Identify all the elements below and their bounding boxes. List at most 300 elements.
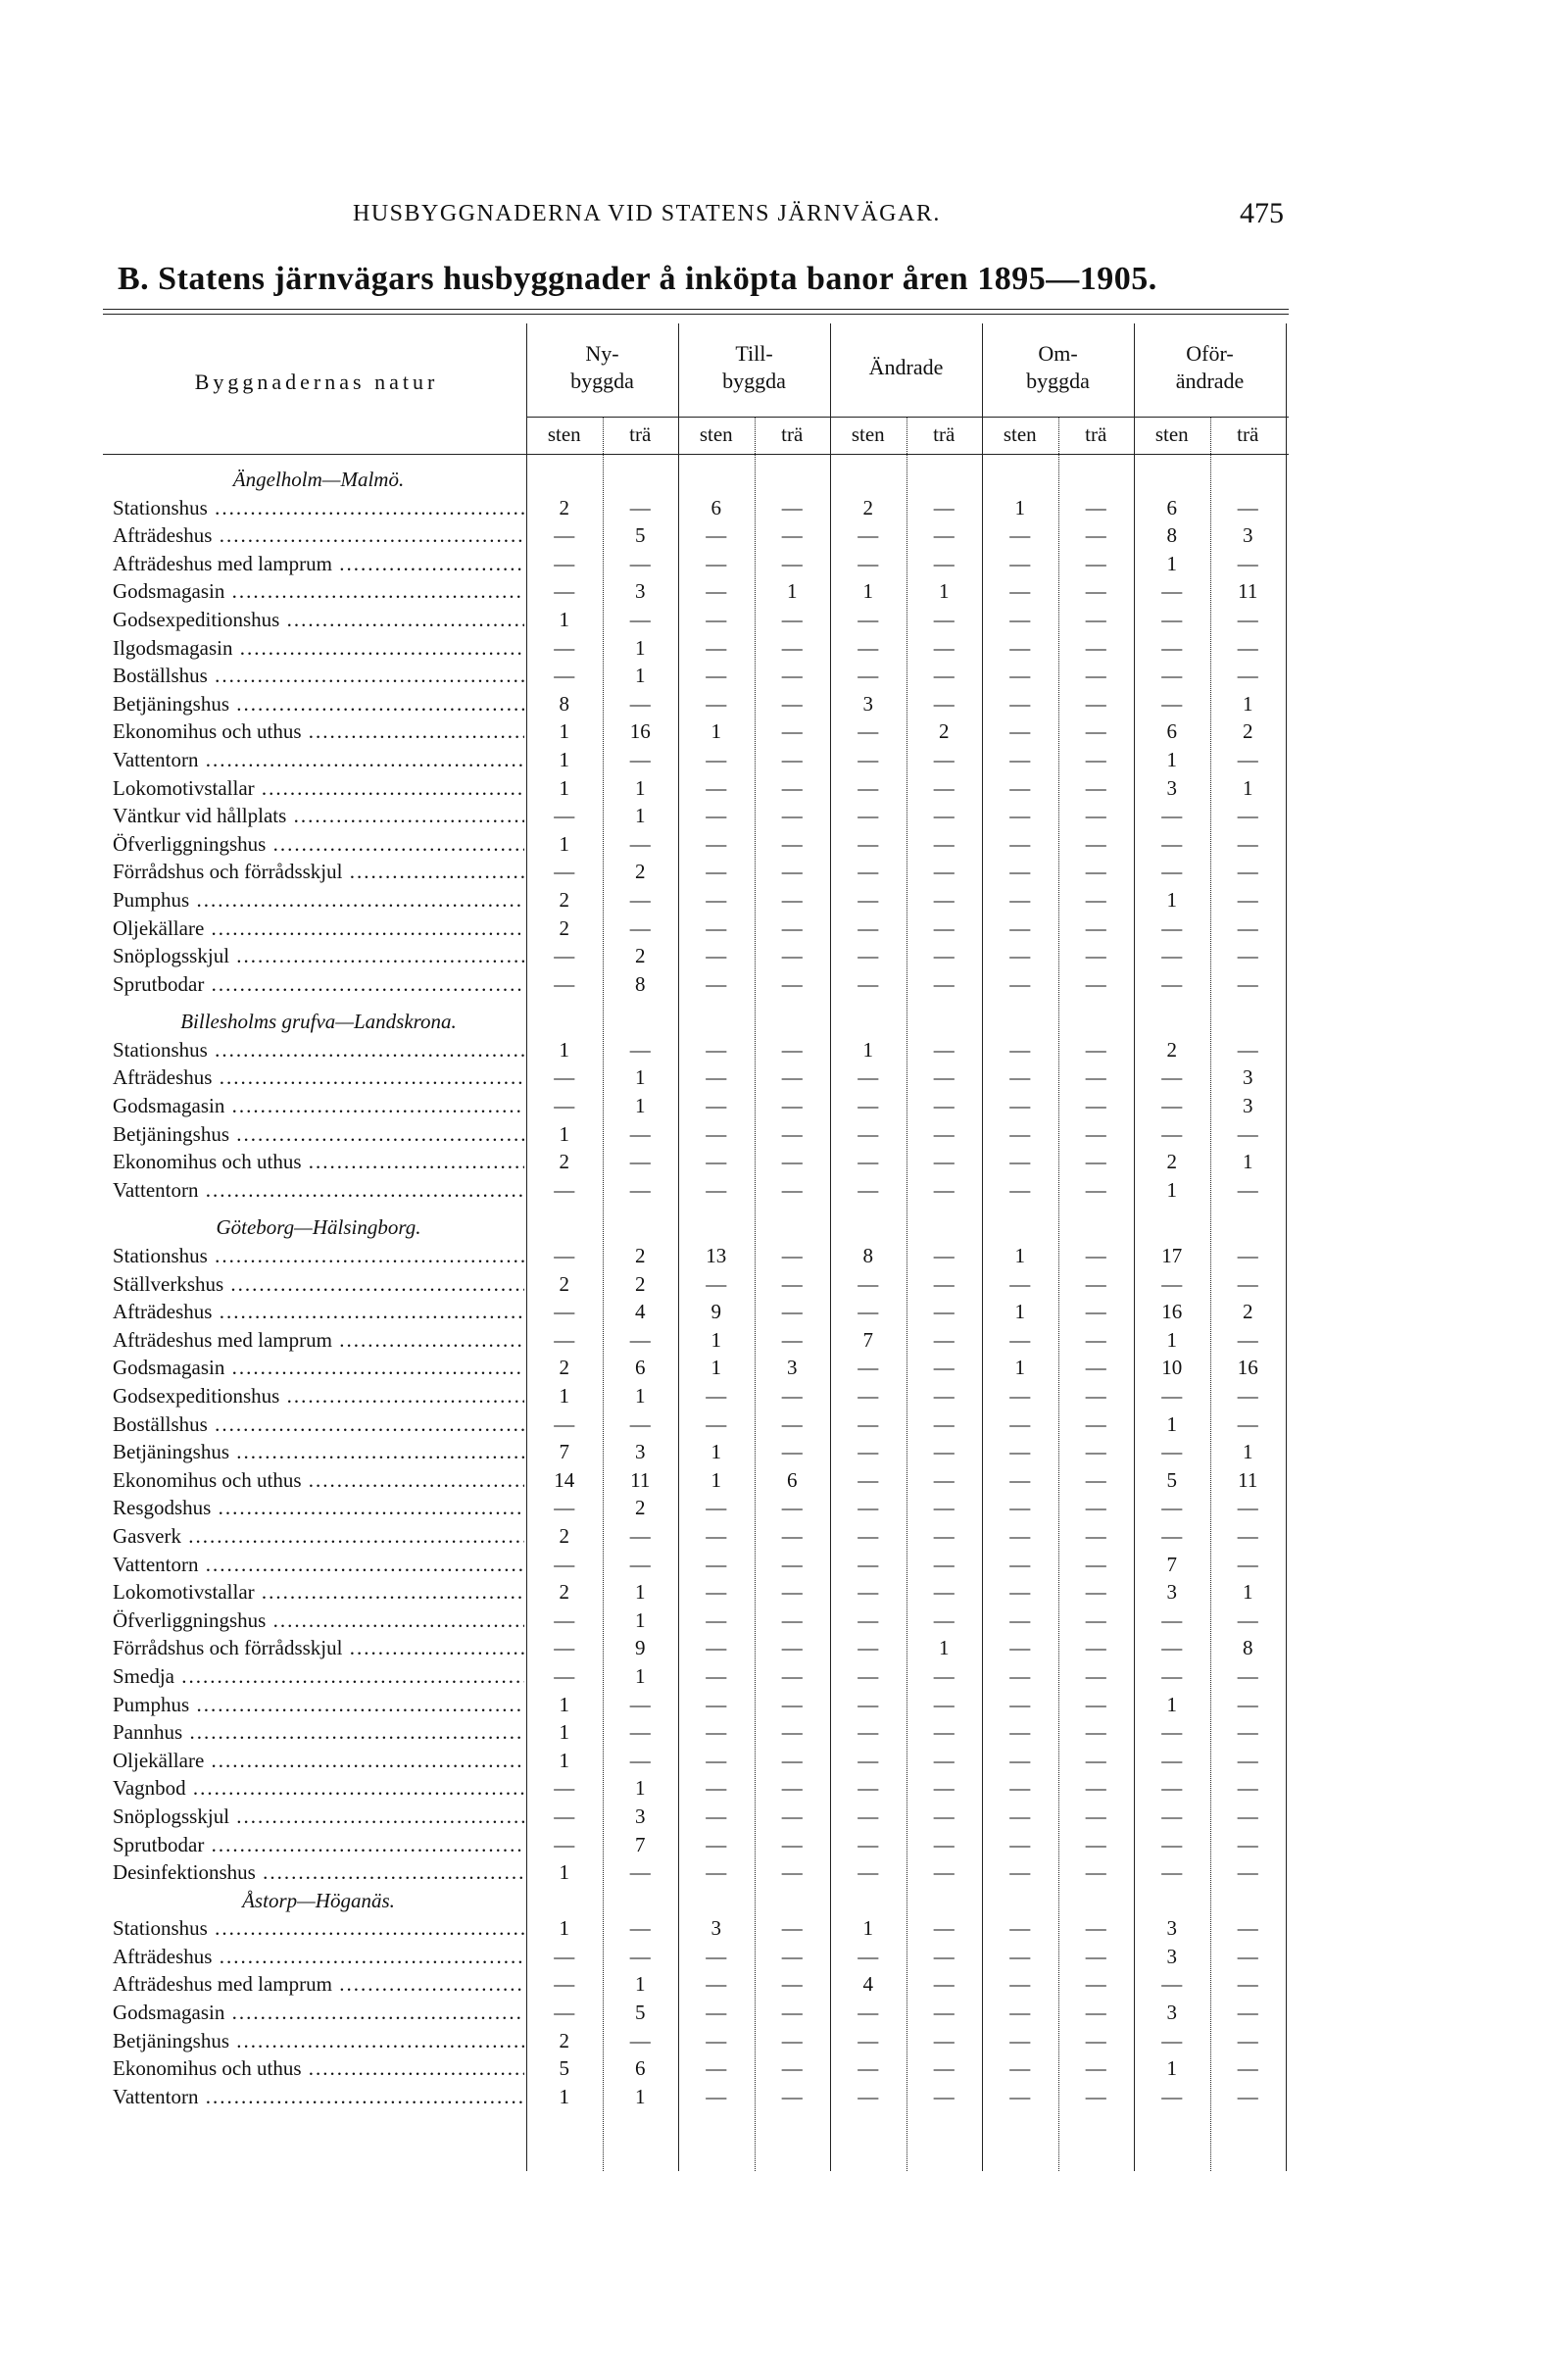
table-cell: — [781, 831, 803, 856]
table-cell: — [858, 1150, 879, 1174]
table-cell: — [706, 1636, 727, 1660]
table-cell: 1 [635, 2084, 646, 2108]
table-cell: — [1237, 1244, 1258, 1268]
table-cell: — [1237, 551, 1258, 575]
table-cell: 1 [635, 664, 646, 688]
group-heading-row [103, 466, 1289, 494]
building-name: Afträdeshus ..... [113, 1298, 524, 1326]
table-cell: — [1085, 1384, 1106, 1408]
table-cell: 1 [1166, 1327, 1177, 1352]
table-cell: — [1237, 831, 1258, 856]
table-cell: — [1237, 944, 1258, 968]
table-cell: — [858, 1065, 879, 1090]
table-cell: — [1237, 860, 1258, 884]
table-row [103, 746, 1289, 774]
building-name: Vagnbod ..... [113, 1774, 524, 1803]
table-cell: — [933, 1327, 955, 1352]
table-cell: — [1161, 1121, 1183, 1146]
column-header-natur: Byggnadernas natur [194, 370, 439, 394]
table-cell: — [1237, 1748, 1258, 1772]
table-cell: — [858, 1094, 879, 1118]
table-cell: — [629, 1523, 651, 1548]
table-row [103, 942, 1289, 970]
table-cell: — [1161, 664, 1183, 688]
table-row [103, 1607, 1289, 1635]
table-cell: — [1085, 635, 1106, 660]
table-cell: — [1009, 2028, 1031, 2052]
table-cell: — [706, 747, 727, 771]
table-cell: 14 [554, 1467, 575, 1492]
table-cell: 1 [559, 831, 569, 856]
table-cell: — [858, 1467, 879, 1492]
table-cell: — [554, 1300, 575, 1324]
column-subheader: trä [781, 422, 804, 446]
table-cell: 1 [559, 1692, 569, 1716]
table-cell: — [1085, 1720, 1106, 1745]
building-name: Ekonomihus och uthus ..... [113, 1466, 524, 1495]
table-cell: — [781, 1804, 803, 1828]
building-name: Ställverkshus ..... [113, 1270, 524, 1299]
table-cell: — [1009, 1832, 1031, 1856]
table-cell: — [1085, 551, 1106, 575]
column-subheader: sten [699, 422, 733, 446]
table-cell: — [1237, 1776, 1258, 1801]
table-cell: — [1085, 1094, 1106, 1118]
table-cell: — [1009, 1177, 1031, 1202]
building-name: Ilgodsmagasin ..... [113, 634, 524, 663]
table-cell: 6 [710, 495, 721, 519]
table-cell: — [781, 747, 803, 771]
table-cell: — [1085, 579, 1106, 604]
table-cell: 13 [706, 1244, 727, 1268]
table-cell: — [554, 1094, 575, 1118]
table-cell: — [706, 1580, 727, 1605]
table-cell: — [781, 1663, 803, 1688]
table-cell: — [781, 1244, 803, 1268]
table-cell: — [933, 1748, 955, 1772]
table-cell: 1 [635, 1776, 646, 1801]
table-cell: — [858, 1384, 879, 1408]
table-cell: — [1009, 664, 1031, 688]
table-cell: 2 [635, 1244, 646, 1268]
table-cell: 17 [1161, 1244, 1183, 1268]
table-row [103, 1494, 1289, 1522]
table-row [103, 774, 1289, 803]
table-cell: 1 [559, 1037, 569, 1062]
column-subheader: sten [1154, 422, 1189, 446]
table-cell: — [933, 1804, 955, 1828]
table-cell: — [933, 664, 955, 688]
table-cell: — [629, 1327, 651, 1352]
building-name: Afträdeshus ..... [113, 521, 524, 550]
table-cell: — [1237, 1037, 1258, 1062]
table-cell: — [858, 1663, 879, 1688]
table-cell: 1 [939, 579, 950, 604]
table-cell: — [1237, 607, 1258, 631]
building-name: Vattentorn ..... [113, 746, 524, 774]
table-cell: — [1009, 747, 1031, 771]
table-cell: — [781, 915, 803, 940]
table-cell: 1 [862, 1037, 873, 1062]
table-cell: 5 [635, 2001, 646, 2025]
table-cell: — [933, 944, 955, 968]
building-name: Desinfektionshus ..... [113, 1858, 524, 1887]
table-cell: 1 [559, 1121, 569, 1146]
building-name: Förrådshus och förrådsskjul ..... [113, 858, 524, 886]
table-cell: 1 [1243, 775, 1253, 800]
table-row [103, 717, 1289, 746]
table-cell: 1 [710, 1440, 721, 1464]
table-cell: — [1085, 915, 1106, 940]
building-name: Oljekällare ..... [113, 1747, 524, 1775]
table-cell: 6 [1166, 495, 1177, 519]
table-cell: — [1161, 944, 1183, 968]
table-cell: — [1161, 1607, 1183, 1632]
table-row [103, 662, 1289, 690]
table-cell: — [1009, 1384, 1031, 1408]
table-cell: — [1085, 1663, 1106, 1688]
table-row [103, 2083, 1289, 2111]
table-cell: — [629, 1748, 651, 1772]
table-cell: — [933, 1411, 955, 1436]
table-cell: — [1161, 1271, 1183, 1296]
table-cell: — [629, 915, 651, 940]
building-name: Pumphus ..... [113, 1691, 524, 1719]
table-cell: — [781, 1944, 803, 1968]
top-rule [103, 309, 1289, 310]
table-row [103, 1354, 1289, 1382]
table-cell: 5 [1166, 1467, 1177, 1492]
table-cell: — [1237, 915, 1258, 940]
table-cell: — [933, 1440, 955, 1464]
table-cell: — [1161, 635, 1183, 660]
table-cell: — [1237, 1121, 1258, 1146]
table-cell: 1 [559, 747, 569, 771]
table-row [103, 1578, 1289, 1607]
table-cell: 1 [1014, 1300, 1025, 1324]
spacer-row [103, 998, 1289, 1008]
table-cell: — [1085, 1037, 1106, 1062]
table-cell: 8 [635, 971, 646, 996]
table-cell: — [781, 1972, 803, 1997]
table-cell: — [1237, 635, 1258, 660]
table-cell: 1 [1166, 1411, 1177, 1436]
table-cell: 3 [635, 579, 646, 604]
table-cell: — [1161, 831, 1183, 856]
table-cell: — [554, 971, 575, 996]
table-cell: — [1161, 1720, 1183, 1745]
table-cell: — [781, 1832, 803, 1856]
table-cell: — [706, 1804, 727, 1828]
table-cell: — [1085, 1804, 1106, 1828]
table-cell: — [629, 1552, 651, 1576]
table-cell: — [933, 1496, 955, 1520]
table-cell: — [1161, 2084, 1183, 2108]
table-row [103, 1382, 1289, 1410]
building-name: Sprutbodar ..... [113, 1831, 524, 1859]
group-heading: Ängelholm—Malmö. [232, 468, 405, 491]
table-cell: — [1237, 495, 1258, 519]
table-cell: 9 [635, 1636, 646, 1660]
table-cell: — [858, 719, 879, 744]
table-cell: — [781, 1692, 803, 1716]
table-cell: — [706, 1150, 727, 1174]
table-cell: 1 [710, 1327, 721, 1352]
table-cell: — [1237, 2056, 1258, 2081]
table-cell: 7 [1166, 1552, 1177, 1576]
table-cell: 3 [787, 1356, 798, 1380]
table-cell: — [1237, 2001, 1258, 2025]
building-name: Vattentorn ..... [113, 1176, 524, 1205]
table-cell: — [554, 1972, 575, 1997]
table-cell: — [933, 1037, 955, 1062]
building-name: Väntkur vid hållplats ..... [113, 802, 524, 830]
table-cell: 1 [635, 1580, 646, 1605]
table-cell: 1 [787, 579, 798, 604]
table-cell: — [858, 804, 879, 828]
buildings-table [103, 309, 1289, 2171]
group-heading-row [103, 1213, 1289, 1242]
table-cell: — [706, 691, 727, 716]
table-cell: — [858, 2056, 879, 2081]
table-cell: — [933, 1065, 955, 1090]
table-cell: — [858, 1860, 879, 1885]
table-cell: — [629, 1860, 651, 1885]
table-row [103, 1410, 1289, 1439]
table-cell: 1 [1243, 1440, 1253, 1464]
table-cell: 1 [710, 1356, 721, 1380]
table-cell: — [1009, 1944, 1031, 1968]
table-cell: 6 [635, 2056, 646, 2081]
building-name: Pannhus ..... [113, 1718, 524, 1747]
table-cell: — [1237, 1916, 1258, 1941]
table-cell: — [933, 747, 955, 771]
table-cell: — [1161, 1440, 1183, 1464]
table-cell: 1 [559, 1720, 569, 1745]
table-cell: 3 [862, 691, 873, 716]
table-cell: — [781, 1440, 803, 1464]
table-cell: — [781, 1860, 803, 1885]
table-cell: 3 [1166, 2001, 1177, 2025]
table-cell: — [781, 887, 803, 912]
table-cell: 1 [710, 1467, 721, 1492]
table-cell: — [629, 551, 651, 575]
table-cell: — [1237, 1607, 1258, 1632]
table-cell: — [629, 691, 651, 716]
table-cell: — [781, 1748, 803, 1772]
table-cell: — [933, 1467, 955, 1492]
building-name: Pumphus ..... [113, 886, 524, 915]
table-cell: 2 [1243, 719, 1253, 744]
table-cell: — [1161, 860, 1183, 884]
table-cell: — [554, 944, 575, 968]
building-name: Ekonomihus och uthus ..... [113, 717, 524, 746]
table-cell: — [554, 1244, 575, 1268]
table-row [103, 1326, 1289, 1355]
table-cell: — [1237, 1972, 1258, 1997]
table-cell: — [706, 607, 727, 631]
table-cell: — [1009, 1748, 1031, 1772]
table-cell: 7 [559, 1440, 569, 1464]
table-cell: — [1085, 2028, 1106, 2052]
table-cell: — [1237, 971, 1258, 996]
table-cell: — [1237, 1384, 1258, 1408]
table-cell: — [1009, 971, 1031, 996]
table-cell: 2 [939, 719, 950, 744]
table-cell: — [1009, 1552, 1031, 1576]
table-cell: 6 [1166, 719, 1177, 744]
table-cell: — [1085, 747, 1106, 771]
table-cell: — [858, 1580, 879, 1605]
table-cell: — [781, 1327, 803, 1352]
table-cell: 2 [559, 1271, 569, 1296]
building-name: Stationshus ..... [113, 494, 524, 522]
table-cell: — [1161, 1065, 1183, 1090]
table-row [103, 2027, 1289, 2055]
table-cell: — [1009, 944, 1031, 968]
table-cell: — [1085, 1552, 1106, 1576]
table-cell: 2 [1166, 1037, 1177, 1062]
column-group-header: Om- byggda [1026, 341, 1090, 393]
table-cell: — [933, 971, 955, 996]
table-cell: — [1237, 1832, 1258, 1856]
table-row [103, 1634, 1289, 1662]
table-cell: — [933, 887, 955, 912]
table-cell: — [858, 1944, 879, 1968]
table-cell: — [1085, 860, 1106, 884]
table-cell: — [1085, 1636, 1106, 1660]
table-cell: 1 [1166, 887, 1177, 912]
table-cell: — [1161, 1972, 1183, 1997]
table-cell: — [706, 1748, 727, 1772]
building-name: Betjäningshus ..... [113, 1438, 524, 1466]
table-row [103, 1718, 1289, 1747]
table-cell: — [706, 1271, 727, 1296]
table-cell: — [858, 1720, 879, 1745]
table-cell: — [1237, 1271, 1258, 1296]
table-cell: — [1085, 1177, 1106, 1202]
table-cell: — [1009, 579, 1031, 604]
table-cell: — [933, 1720, 955, 1745]
table-cell: — [781, 1916, 803, 1941]
table-row [103, 1803, 1289, 1831]
column-group-header: Till- byggda [722, 341, 786, 393]
table-cell: — [1085, 1411, 1106, 1436]
table-cell: — [1009, 1467, 1031, 1492]
table-cell: — [706, 831, 727, 856]
table-cell: — [781, 1121, 803, 1146]
table-cell: — [1237, 1496, 1258, 1520]
column-group-header: Ny- byggda [570, 341, 634, 393]
table-cell: — [706, 1094, 727, 1118]
table-cell: — [858, 1748, 879, 1772]
table-cell: 1 [559, 1748, 569, 1772]
table-cell: — [554, 1177, 575, 1202]
table-cell: 3 [1166, 775, 1177, 800]
table-row [103, 1999, 1289, 2027]
table-cell: — [933, 2056, 955, 2081]
running-head-text: HUSBYGGNADERNA VID STATENS JÄRNVÄGAR. [353, 201, 941, 226]
table-cell: 2 [559, 915, 569, 940]
table-cell: — [1161, 915, 1183, 940]
table-row [103, 1242, 1289, 1270]
table-cell: — [706, 579, 727, 604]
table-cell: — [706, 2028, 727, 2052]
table-cell: — [781, 804, 803, 828]
table-cell: — [629, 1692, 651, 1716]
table-cell: — [1237, 804, 1258, 828]
table-row [103, 1970, 1289, 1999]
column-subheader: sten [1003, 422, 1037, 446]
table-cell: — [781, 971, 803, 996]
table-cell: — [554, 1327, 575, 1352]
table-row [103, 1774, 1289, 1803]
table-cell: 1 [635, 1972, 646, 1997]
building-name: Sprutbodar ..... [113, 970, 524, 999]
table-cell: 1 [939, 1636, 950, 1660]
table-cell: — [706, 1177, 727, 1202]
table-cell: — [706, 1607, 727, 1632]
building-name: Stationshus ..... [113, 1242, 524, 1270]
building-name: Afträdeshus med lamprum ..... [113, 550, 524, 578]
table-cell: — [933, 1972, 955, 1997]
table-cell: — [1009, 860, 1031, 884]
table-cell: 3 [1243, 523, 1253, 548]
table-cell: 2 [1166, 1150, 1177, 1174]
table-cell: 6 [787, 1467, 798, 1492]
table-cell: 1 [559, 1916, 569, 1941]
building-name: Resgodshus ..... [113, 1494, 524, 1522]
table-cell: — [1085, 1580, 1106, 1605]
table-cell: — [781, 2056, 803, 2081]
table-cell: — [1237, 1663, 1258, 1688]
table-cell: — [1237, 1523, 1258, 1548]
table-cell: 2 [559, 887, 569, 912]
table-cell: — [1009, 775, 1031, 800]
table-cell: — [933, 495, 955, 519]
table-cell: — [706, 971, 727, 996]
table-cell: — [629, 1177, 651, 1202]
table-cell: — [1161, 1094, 1183, 1118]
table-cell: — [554, 2001, 575, 2025]
table-cell: — [1009, 1271, 1031, 1296]
table-cell: — [1085, 1776, 1106, 1801]
table-cell: — [1085, 1327, 1106, 1352]
table-cell: — [1161, 1748, 1183, 1772]
table-cell: — [1085, 1496, 1106, 1520]
table-cell: — [858, 944, 879, 968]
table-cell: — [781, 1065, 803, 1090]
table-cell: — [629, 831, 651, 856]
column-subheader: trä [1237, 422, 1259, 446]
table-cell: 1 [559, 719, 569, 744]
table-cell: — [1009, 635, 1031, 660]
table-cell: — [1009, 2084, 1031, 2108]
table-cell: — [1085, 1692, 1106, 1716]
group-heading: Billesholms grufva—Landskrona. [180, 1010, 457, 1034]
table-cell: — [706, 2084, 727, 2108]
building-name: Godsexpeditionshus ..... [113, 606, 524, 634]
table-cell: — [1009, 1663, 1031, 1688]
table-cell: — [858, 860, 879, 884]
column-subheader: trä [1085, 422, 1107, 446]
table-cell: — [1161, 1384, 1183, 1408]
table-cell: — [706, 804, 727, 828]
table-cell: — [1085, 1065, 1106, 1090]
table-cell: — [781, 495, 803, 519]
group-heading: Åstorp—Höganäs. [242, 1888, 395, 1912]
table-cell: — [1009, 1523, 1031, 1548]
